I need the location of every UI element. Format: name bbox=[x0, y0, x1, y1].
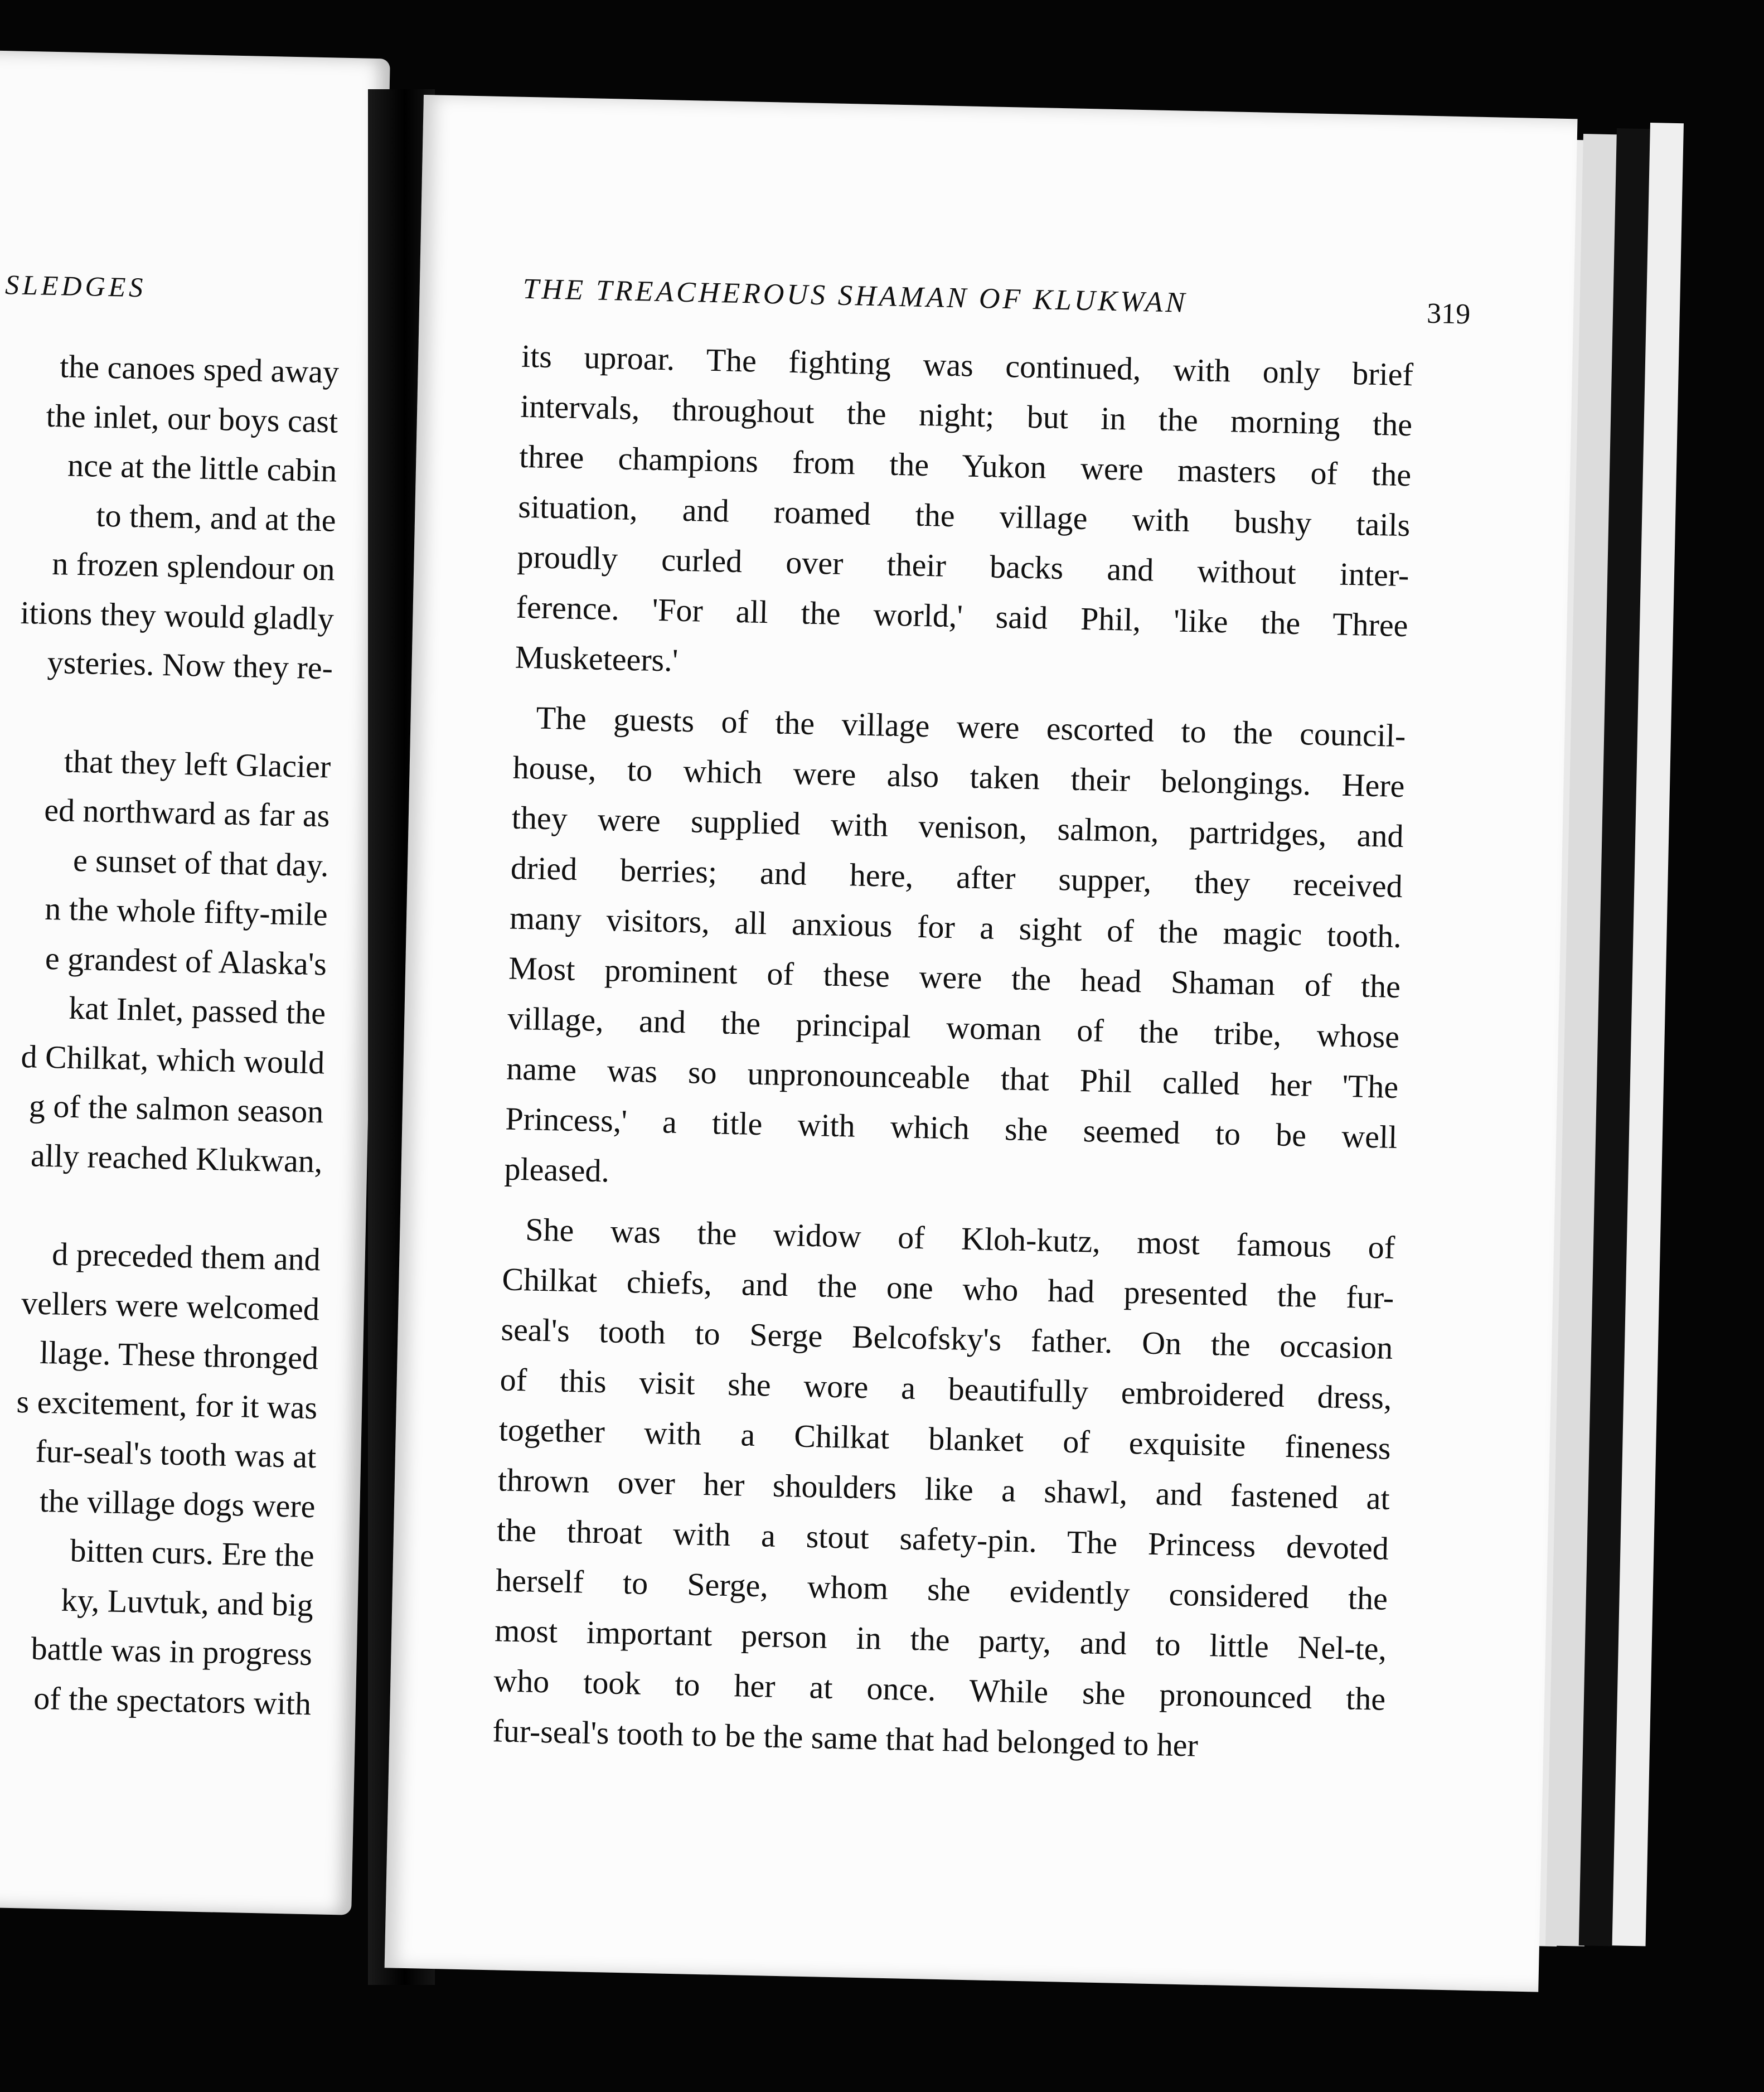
left-text-line: vellers were welcomed bbox=[21, 1284, 320, 1327]
text-line: of this visit she wore a beautifully embroidered dress, bbox=[500, 1361, 1393, 1416]
body-text bbox=[492, 331, 1414, 1775]
text-line: its uproar. The fighting was continued, with only brief bbox=[521, 337, 1414, 393]
left-text-line: ally reached Klukwan, bbox=[30, 1136, 323, 1179]
running-head-title: THE TREACHEROUS SHAMAN OF KLUKWAN bbox=[522, 273, 1188, 319]
left-text-line: the canoes sped away bbox=[59, 348, 340, 390]
text-line: Musketeers.' bbox=[515, 638, 679, 679]
text-line: name was so unpronounceable that Phil called her 'The bbox=[506, 1050, 1399, 1105]
left-text-line bbox=[0, 1179, 322, 1236]
left-page bbox=[0, 50, 390, 1915]
text-line: dried berries; and here, after supper, they received bbox=[510, 849, 1403, 905]
left-text-line: e grandest of Alaska's bbox=[45, 940, 327, 982]
text-line: they were supplied with venison, salmon, partridges, and bbox=[511, 799, 1404, 855]
right-page bbox=[385, 95, 1578, 1992]
left-text-line: ysteries. Now they re- bbox=[47, 643, 333, 686]
text-line: house, to which were also taken their belongings. Here bbox=[512, 749, 1406, 805]
text-line: Chilkat chiefs, and the one who had presented the fur- bbox=[501, 1261, 1394, 1316]
paragraph bbox=[504, 693, 1406, 1213]
text-line: intervals, throughout the night; but in the morning the bbox=[520, 388, 1413, 443]
text-line: The guests of the village were escorted to the council- bbox=[535, 699, 1406, 754]
text-line: seal's tooth to Serge Belcofsky's father. On the occasion bbox=[500, 1311, 1393, 1366]
left-text-line: d preceded them and bbox=[51, 1236, 321, 1278]
text-line: most important person in the party, and to little Nel-te, bbox=[494, 1612, 1387, 1667]
left-text-line: g of the salmon season bbox=[28, 1087, 324, 1130]
left-text-line: s excitement, for it was bbox=[16, 1383, 318, 1426]
left-text-line: d Chilkat, which would bbox=[21, 1038, 325, 1081]
text-line: three champions from the Yukon were masters of the bbox=[518, 438, 1412, 493]
left-text-line: llage. These thronged bbox=[39, 1334, 319, 1377]
running-head bbox=[522, 273, 1471, 331]
left-page-text bbox=[0, 340, 340, 1728]
text-line: fur-seal's tooth to be the same that had belonged to her bbox=[492, 1712, 1199, 1764]
left-text-line: fur-seal's tooth was at bbox=[35, 1432, 317, 1475]
text-line: herself to Serge, whom she evidently considered the bbox=[495, 1562, 1388, 1617]
text-line: many visitors, all anxious for a sight of the magic tooth. bbox=[509, 899, 1402, 955]
left-text-line: bitten curs. Ere the bbox=[69, 1532, 315, 1574]
text-line: proudly curled over their backs and without inter- bbox=[517, 538, 1410, 594]
text-line: thrown over her shoulders like a shawl, and fastened at bbox=[497, 1461, 1390, 1517]
text-line: together with a Chilkat blanket of exquisite fineness bbox=[498, 1411, 1392, 1466]
page-number: 319 bbox=[1426, 297, 1471, 331]
left-text-line: to them, and at the bbox=[95, 497, 337, 539]
left-text-line: the village dogs were bbox=[39, 1482, 316, 1524]
left-text-line: battle was in progress bbox=[31, 1630, 313, 1673]
left-text-line: that they left Glacier bbox=[64, 743, 331, 785]
left-text-line: n the whole fifty-mile bbox=[44, 890, 328, 933]
left-text-line: n frozen splendour on bbox=[51, 545, 336, 588]
left-text-line: ed northward as far as bbox=[43, 791, 331, 834]
text-line: Princess,' a title with which she seemed to be well bbox=[505, 1100, 1398, 1155]
left-text-line: kat Inlet, passed the bbox=[68, 989, 326, 1032]
left-text-line: itions they would gladly bbox=[20, 594, 335, 637]
text-line: the throat with a stout safety-pin. The Princess devoted bbox=[496, 1512, 1389, 1567]
text-line: village, and the principal woman of the tribe, whose bbox=[507, 1000, 1400, 1055]
text-line: pleased. bbox=[504, 1150, 610, 1189]
left-text-line: nce at the little cabin bbox=[67, 447, 338, 489]
left-running-head: SLEDGES bbox=[4, 269, 147, 303]
text-line: ference. 'For all the world,' said Phil, 'like the Three bbox=[516, 588, 1409, 644]
text-line: Most prominent of these were the head Shaman of the bbox=[508, 950, 1401, 1005]
paragraph bbox=[515, 331, 1414, 701]
left-text-line: of the spectators with bbox=[33, 1679, 312, 1722]
left-text-line: the inlet, our boys cast bbox=[46, 397, 338, 440]
left-text-line: ky, Luvtuk, and big bbox=[61, 1581, 314, 1623]
text-line: situation, and roamed the village with bushy tails bbox=[517, 488, 1411, 544]
text-line: who took to her at once. While she pronounced the bbox=[493, 1662, 1386, 1717]
left-text-line bbox=[0, 685, 332, 742]
text-line: She was the widow of Kloh-kutz, most famous of bbox=[525, 1211, 1395, 1266]
left-text-line: e sunset of that day. bbox=[72, 841, 329, 883]
paragraph bbox=[492, 1204, 1395, 1774]
